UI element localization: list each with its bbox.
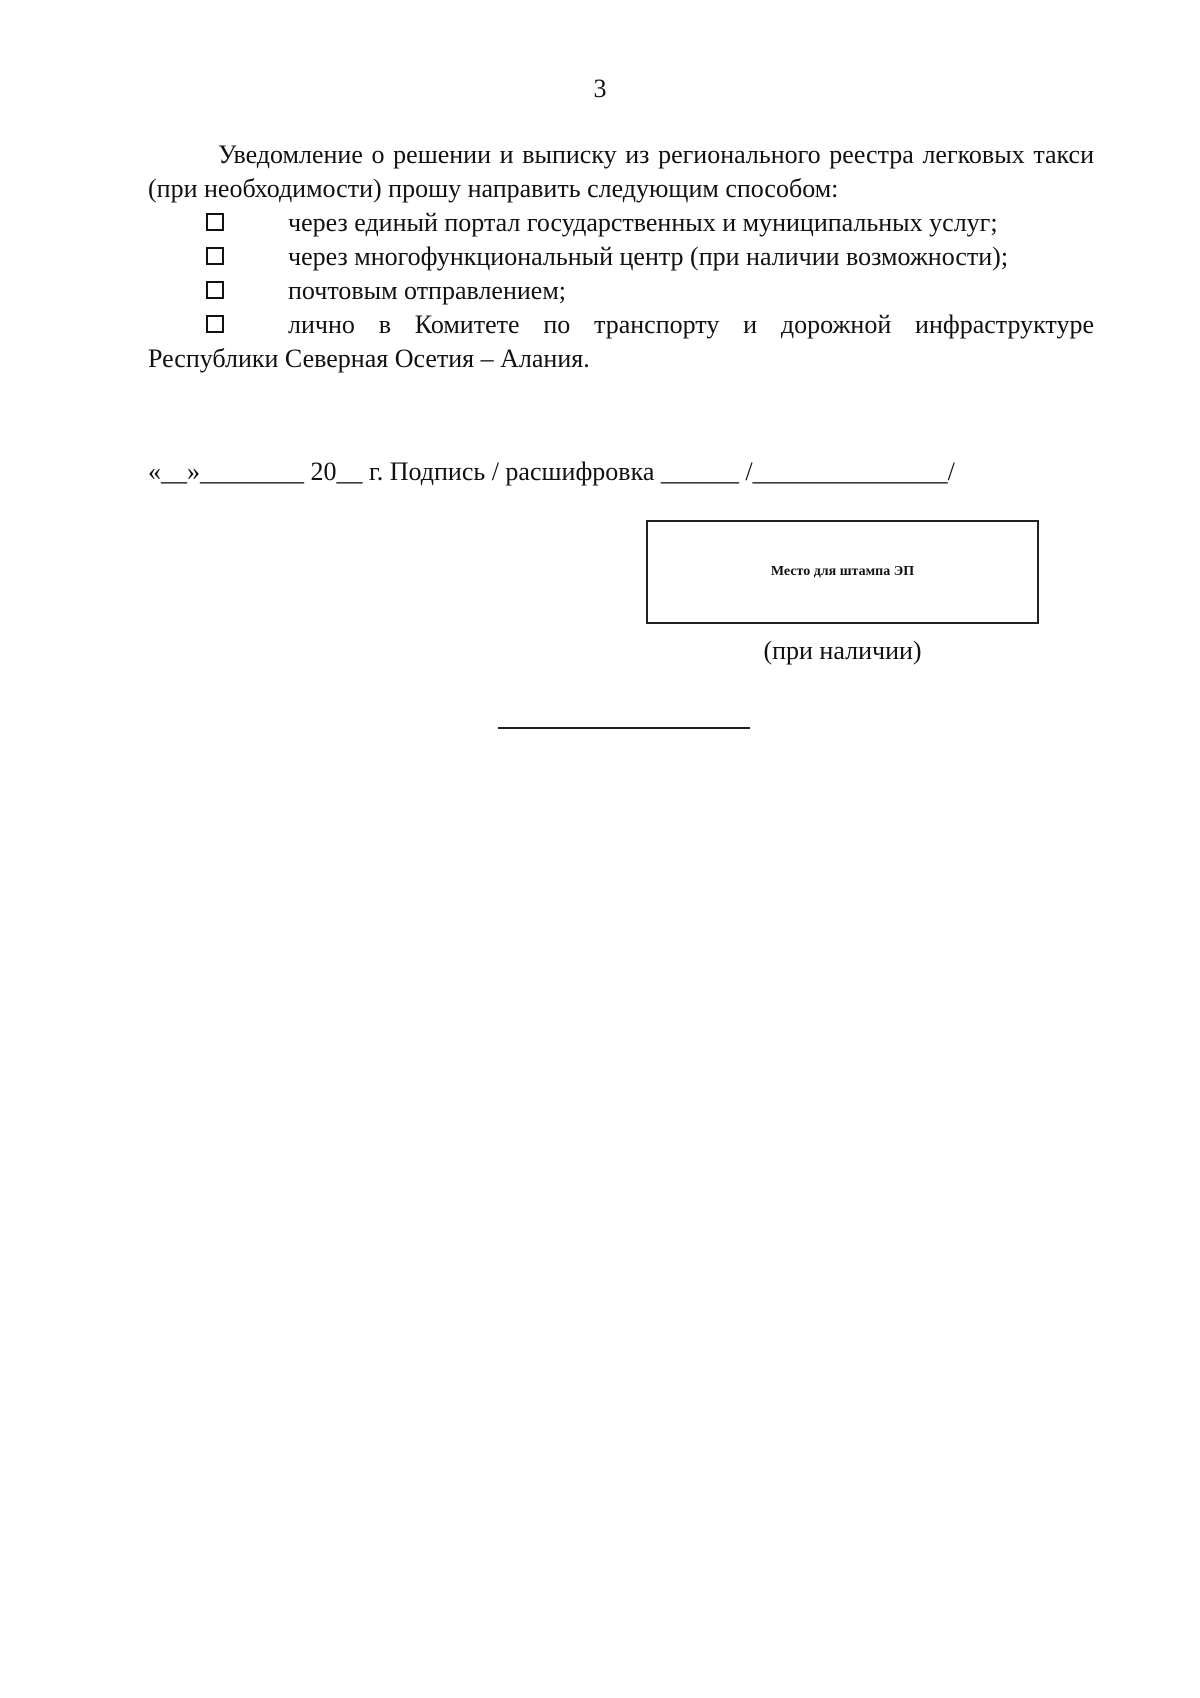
- stamp-caption: (при наличии): [763, 636, 922, 665]
- option-label-mfc: через многофункциональный центр (при наличии возможности);: [288, 242, 1009, 271]
- checkbox-in-person[interactable]: [206, 315, 224, 333]
- intro-paragraph: Уведомление о решении и выписку из регионального реестра легковых такси (при необходимости) прошу направить следующим способом:: [148, 140, 1094, 203]
- option-label-portal: через единый портал государственных и муниципальных услуг;: [288, 208, 998, 237]
- stamp-box: [646, 520, 1039, 624]
- option-label-mail: почтовым отправлением;: [288, 276, 567, 305]
- checkbox-mail[interactable]: [206, 281, 224, 299]
- delivery-option-mail[interactable]: [148, 274, 1094, 308]
- document-body: [148, 138, 1094, 376]
- date-signature-line[interactable]: «__»________ 20__ г. Подпись / расшифровка ______ /_______________/: [148, 457, 955, 486]
- option-continuation: Республики Северная Осетия – Алания.: [148, 344, 590, 373]
- checkbox-mfc[interactable]: [206, 247, 224, 265]
- option-label-in-person: лично в Комитете по транспорту и дорожной инфраструктуре: [288, 310, 1094, 339]
- delivery-option-portal[interactable]: [148, 206, 1094, 240]
- delivery-option-in-person[interactable]: [148, 308, 1094, 342]
- page-number: 3: [593, 74, 607, 103]
- end-divider: [498, 727, 750, 729]
- stamp-box-label: Место для штампа ЭП: [770, 564, 915, 579]
- delivery-option-mfc[interactable]: [148, 240, 1094, 274]
- checkbox-portal[interactable]: [206, 213, 224, 231]
